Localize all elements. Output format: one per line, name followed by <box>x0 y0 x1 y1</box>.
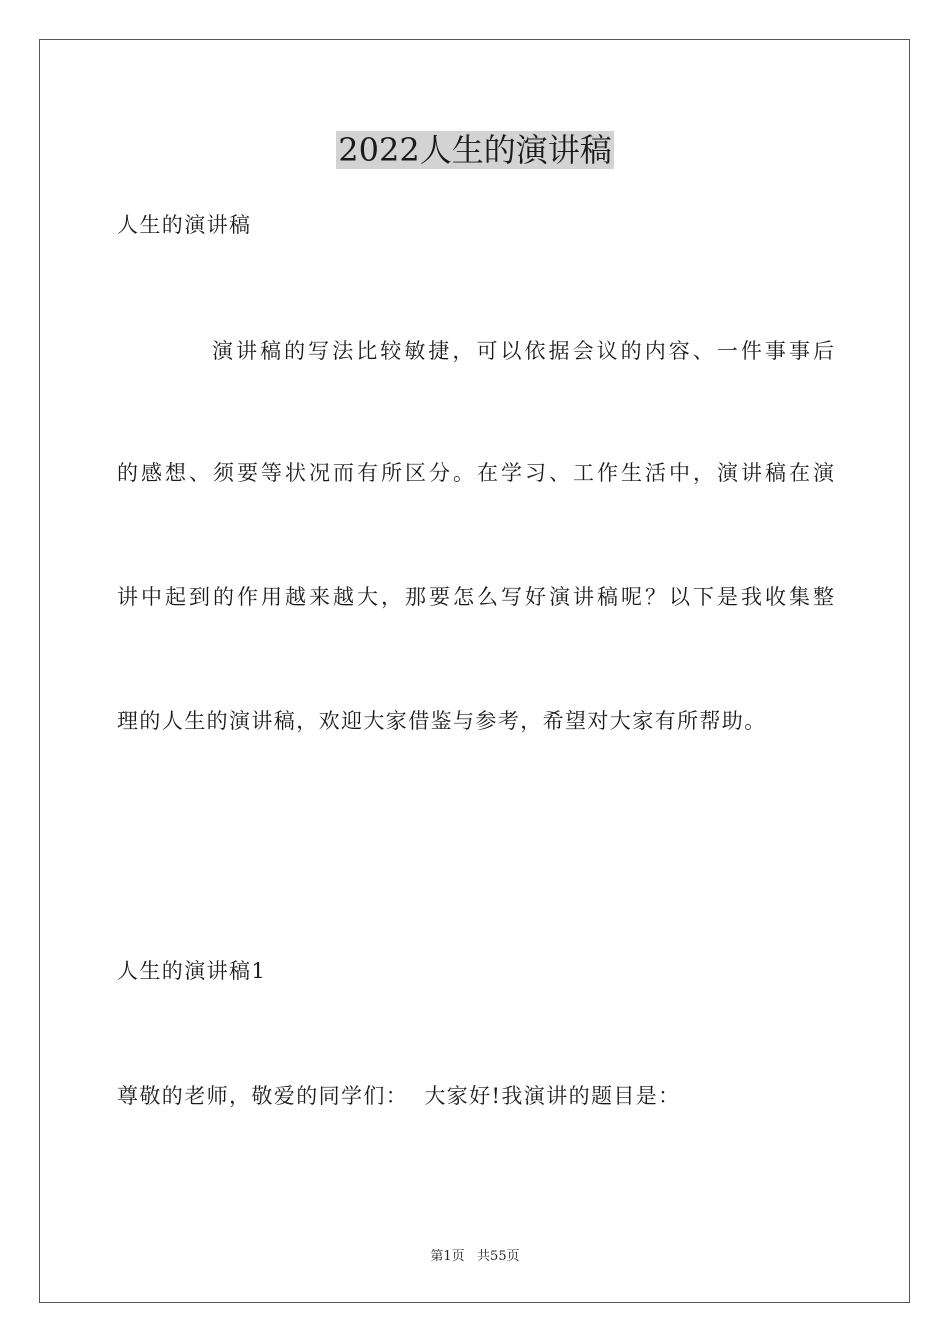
document-title-text: 2022人生的演讲稿 <box>338 131 612 169</box>
section-heading: 人生的演讲稿1 <box>117 959 267 983</box>
intro-line-4: 理的人生的演讲稿，欢迎大家借鉴与参考，希望对大家有所帮助。 <box>117 709 767 733</box>
document-title <box>0 128 950 172</box>
intro-line-1: 演讲稿的写法比较敏捷，可以依据会议的内容、一件事事后 <box>212 339 834 363</box>
intro-line-2: 的感想、须要等状况而有所区分。在学习、工作生活中，演讲稿在演 <box>117 461 834 485</box>
intro-line-3: 讲中起到的作用越来越大，那要怎么写好演讲稿呢？以下是我收集整 <box>117 585 834 609</box>
document-subtitle: 人生的演讲稿 <box>117 213 252 237</box>
page-footer: 第1页 共55页 <box>430 1249 520 1264</box>
greeting-line: 尊敬的老师，敬爱的同学们： 大家好!我演讲的题目是： <box>117 1084 681 1108</box>
